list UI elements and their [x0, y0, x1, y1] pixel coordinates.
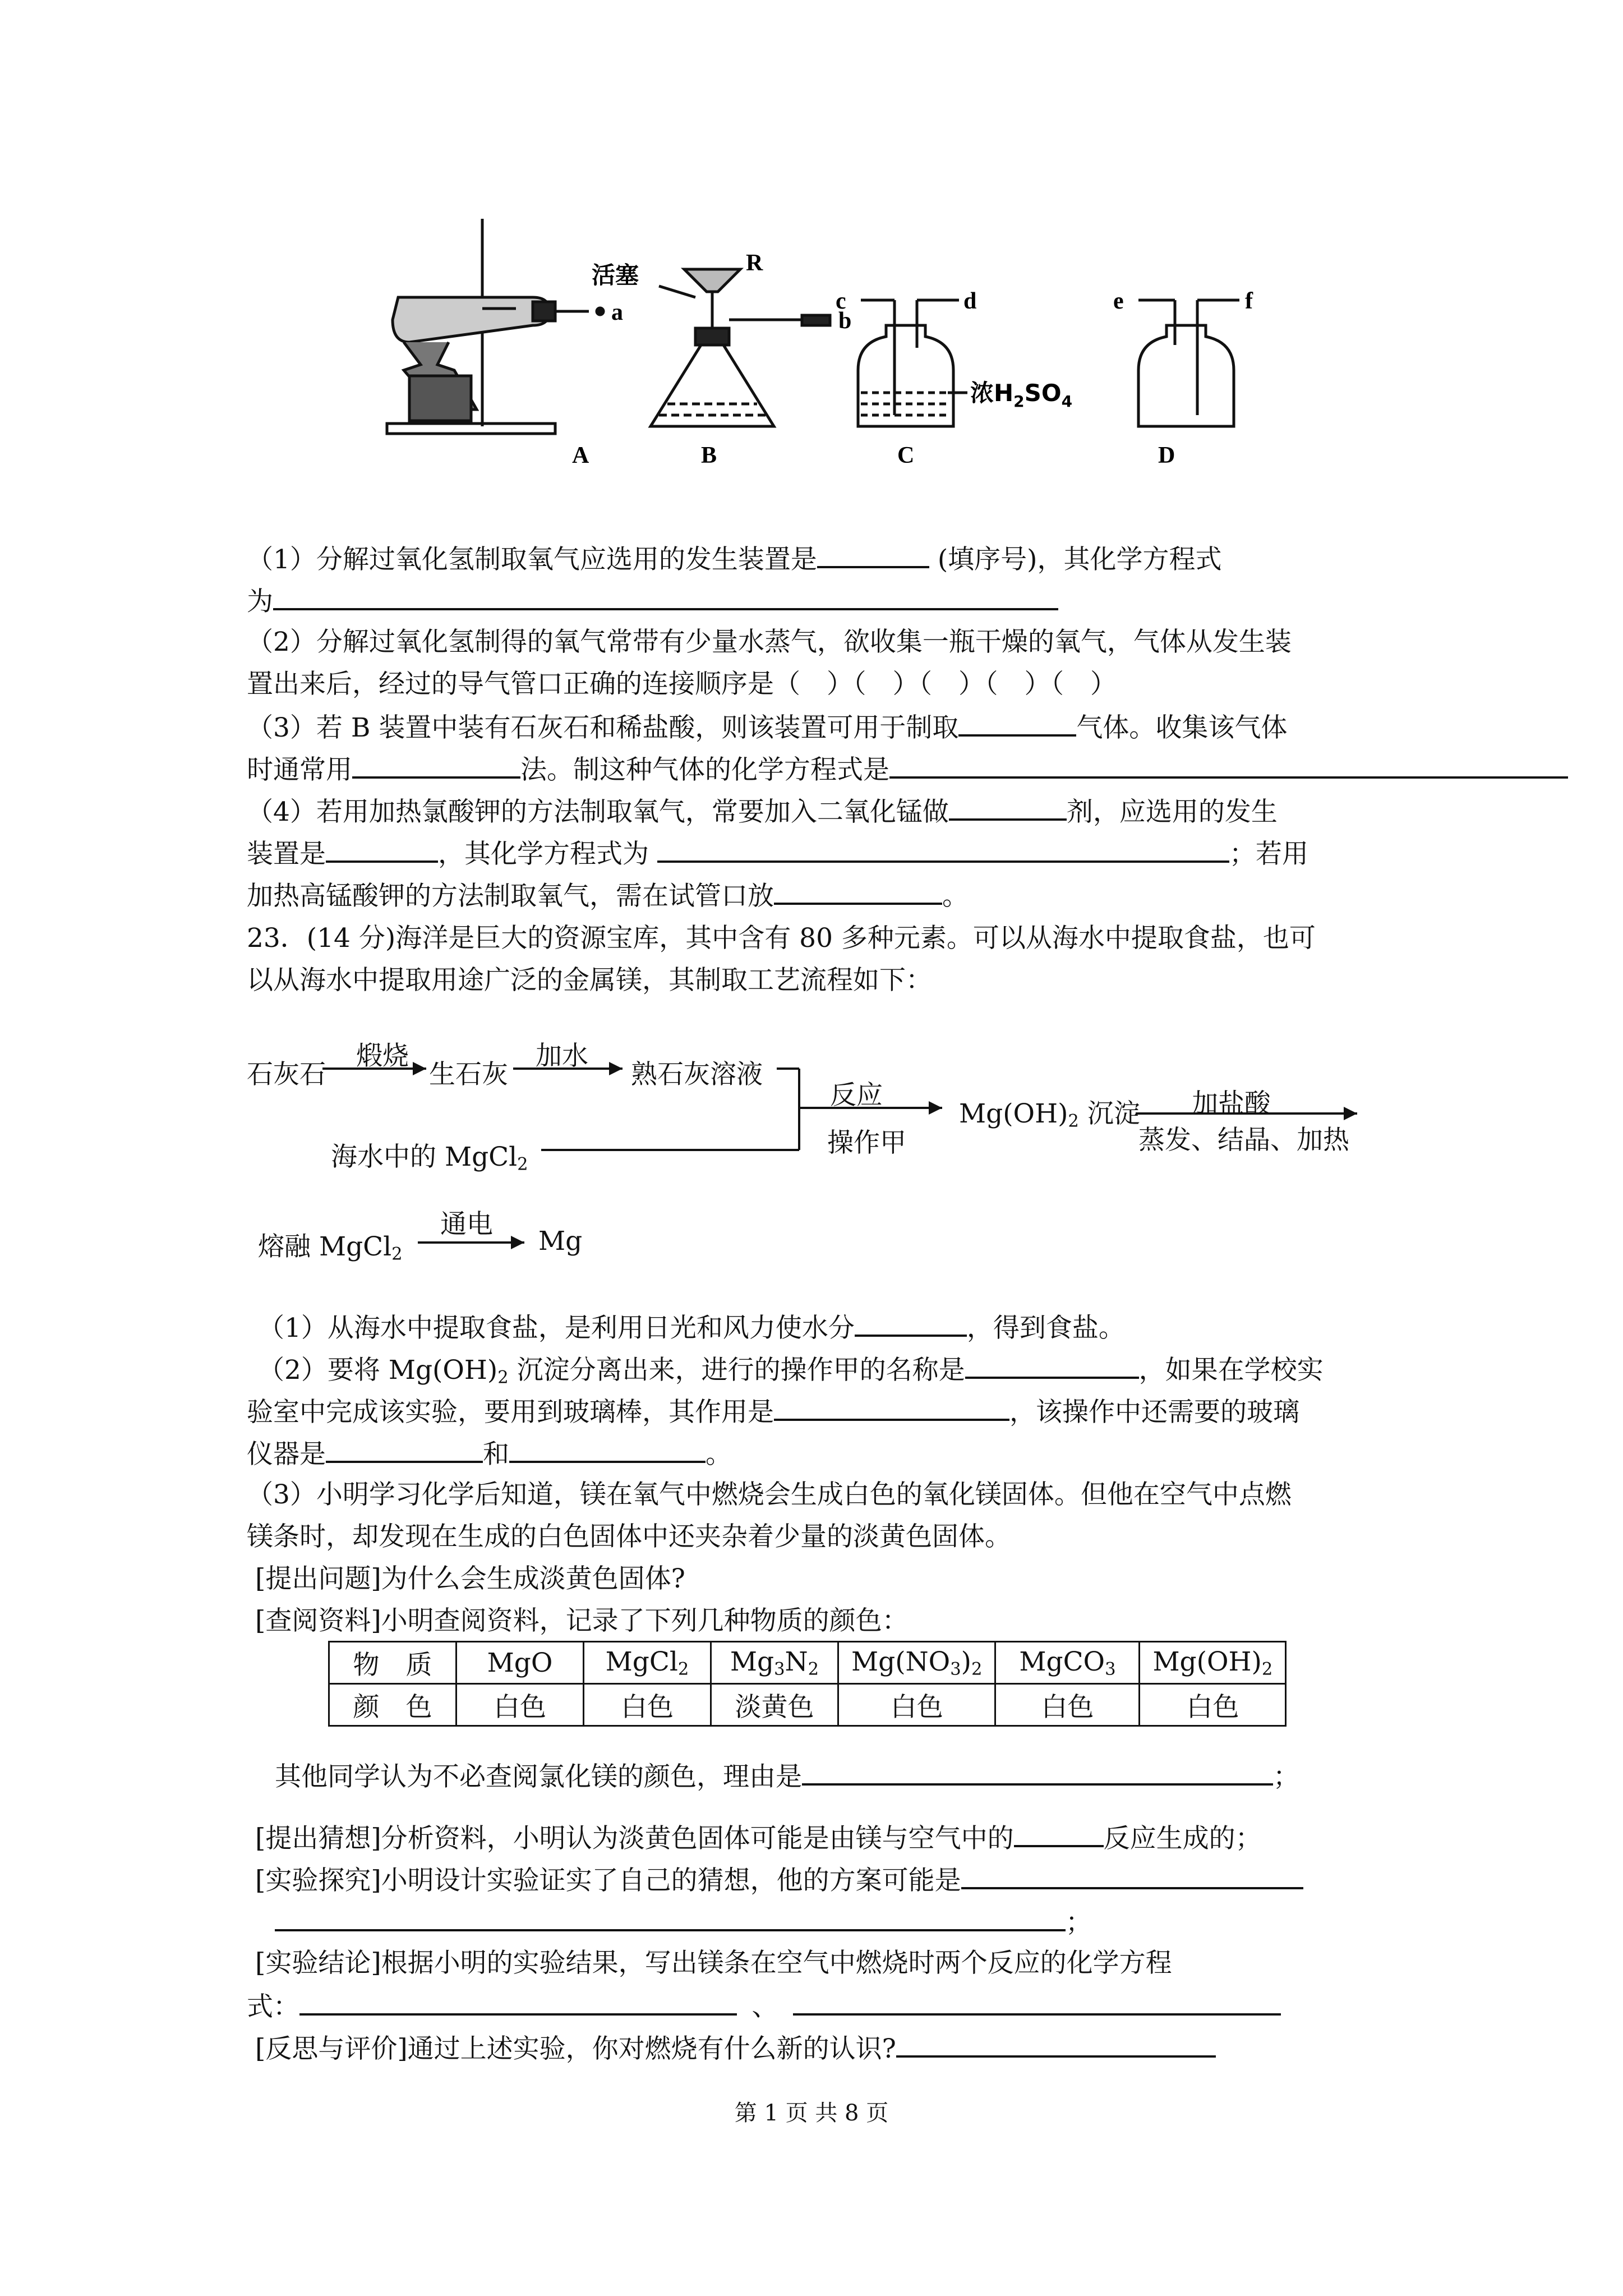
flow-mgoh: $Mg(OH)_2$ 沉淀: [959, 1098, 1140, 1131]
q23-2-blank-op[interactable]: [965, 1352, 1139, 1379]
table-cell: $Mg(NO_3)_2$: [838, 1642, 995, 1684]
table-cell: MgCO$_3$: [995, 1642, 1140, 1684]
table-cell: $Mg(OH)_2$: [1140, 1642, 1286, 1684]
flow-quicklime: 生石灰: [429, 1059, 508, 1090]
flow-add-water: 加水: [536, 1041, 588, 1071]
q23-intro-2: 以从海水中提取用途广泛的金属镁，其制取工艺流程如下：: [247, 965, 932, 996]
table-cell: 白色: [584, 1684, 711, 1726]
flow-evap: 蒸发、结晶、加热: [1138, 1125, 1349, 1156]
flow-electro: 通电: [440, 1209, 493, 1240]
page-footer: 第 1 页 共 8 页: [734, 2100, 889, 2126]
label-A: A: [572, 443, 589, 468]
q22-2-line1: （2）分解过氧化氢制得的氧气常带有少量水蒸气，欲收集一瓶干燥的氧气，气体从发生装: [247, 627, 1292, 657]
q23-3-line1: （3）小明学习化学后知道，镁在氧气中燃烧会生成白色的氧化镁固体。但他在空气中点燃: [247, 1479, 1292, 1510]
q23-2-line1: （2）要将 $Mg(OH)_2$ 沉淀分离出来，进行的操作甲的名称是 ，如果在学校实: [258, 1352, 1324, 1395]
q23-guess: [提出猜想]分析资料，小明认为淡黄色固体可能是由镁与空气中的 反应生成的；: [255, 1820, 1262, 1856]
flow-limewater: 熟石灰溶液: [631, 1059, 763, 1090]
q23-exp: [实验探究]小明设计实验证实了自己的猜想，他的方案可能是: [255, 1862, 1303, 1898]
q23-reflect-blank[interactable]: [896, 2031, 1216, 2058]
label-C: C: [897, 443, 915, 468]
flow-react: 反应: [830, 1080, 883, 1111]
apparatus-b: [651, 269, 830, 426]
acid-label: 浓$H_2SO_4$: [970, 379, 1073, 411]
q22-1-line1: （1）分解过氧化氢制取氧气应选用的发生装置是 (填序号)，其化学方程式: [247, 541, 1222, 577]
q23-concl-2: 式： 、: [247, 1989, 1281, 2024]
q23-2-line3: 仪器是 和 。: [247, 1436, 732, 1471]
q22-2-line2[interactable]: 置出来后，经过的导气管口正确的连接顺序是（ ）（ ）（ ）（ ）（ ）: [247, 669, 1117, 700]
q22-4-line1: （4）若用加热氯酸钾的方法制取氧气，常要加入二氧化锰做 剂，应选用的发生: [247, 794, 1278, 829]
q22-1-blank-device[interactable]: [817, 541, 929, 568]
flow-molten: 熔融 MgCl$_2$: [258, 1231, 403, 1264]
q23-1-blank[interactable]: [855, 1310, 967, 1337]
flow-seawater: 海水中的 MgCl$_2$: [331, 1142, 528, 1175]
q23-exp-cont: ；: [275, 1904, 1092, 1940]
q22-3-blank-method[interactable]: [352, 752, 520, 779]
funnel-label: R: [746, 250, 763, 276]
q23-2-blank-inst2[interactable]: [509, 1436, 706, 1463]
q23-reflect: [反思与评价]通过上述实验，你对燃烧有什么新的认识?: [255, 2031, 1216, 2066]
q22-4-blank-equation[interactable]: [657, 836, 1229, 863]
table-row: [329, 1684, 1286, 1726]
q22-4-line3: 加热高锰酸钾的方法制取氧气，需在试管口放 。: [247, 878, 969, 913]
q23-ask: [提出问题]为什么会生成淡黄色固体?: [255, 1563, 685, 1594]
table-cell: 淡黄色: [711, 1684, 838, 1726]
port-c: c: [836, 288, 846, 314]
port-a: a: [611, 300, 623, 325]
label-B: B: [701, 443, 717, 468]
q22-1-blank-equation[interactable]: [273, 583, 1058, 610]
table-cell: 白色: [838, 1684, 995, 1726]
q22-4-blank-agent[interactable]: [949, 794, 1067, 821]
q22-4-blank-device[interactable]: [326, 836, 438, 863]
table-cell: 白色: [995, 1684, 1140, 1726]
table-cell: 白色: [457, 1684, 584, 1726]
q22-3-blank-equation[interactable]: [889, 752, 1568, 779]
q22-1-line2: 为: [247, 583, 1058, 619]
port-b: b: [838, 308, 852, 334]
q23-lookup: [查阅资料]小明查阅资料，记录了下列几种物质的颜色：: [255, 1605, 909, 1636]
label-D: D: [1158, 443, 1175, 468]
q23-exp-blank2[interactable]: [275, 1904, 1066, 1931]
q23-3-line2: 镁条时，却发现在生成的白色固体中还夹杂着少量的淡黄色固体。: [247, 1521, 1011, 1552]
table-cell: $Mg_3N_2$: [711, 1642, 838, 1684]
table-row: [329, 1642, 1286, 1684]
apparatus-c: [858, 300, 967, 426]
q22-4-line2: 装置是 ，其化学方程式为 ；若用: [247, 836, 1308, 871]
q23-concl-blank1[interactable]: [299, 1989, 737, 2016]
flow-op: 操作甲: [827, 1128, 906, 1158]
table-cell: MgCl$_2$: [584, 1642, 711, 1684]
q22-4-blank-tube[interactable]: [774, 878, 942, 905]
q23-concl-blank2[interactable]: [793, 1989, 1281, 2016]
q23-concl: [实验结论]根据小明的实验结果，写出镁条在空气中燃烧时两个反应的化学方程: [255, 1948, 1172, 1978]
q23-2-line2: 验室中完成该实验，要用到玻璃棒，其作用是 ，该操作中还需要的玻璃: [247, 1394, 1299, 1429]
apparatus-a: [387, 219, 603, 434]
q23-exp-blank[interactable]: [961, 1862, 1303, 1889]
flow-add-hcl: 加盐酸: [1192, 1088, 1271, 1119]
port-e: e: [1113, 288, 1124, 314]
port-f: f: [1245, 288, 1253, 314]
port-d: d: [963, 288, 977, 314]
flow-calcine: 煅烧: [356, 1041, 409, 1071]
color-table: [328, 1641, 1287, 1727]
q22-3-line2: 时通常用 法。制这种气体的化学方程式是: [247, 752, 1568, 787]
table-header-color: 颜 色: [329, 1684, 457, 1726]
q22-3-line1: （3）若 B 装置中装有石灰石和稀盐酸，则该装置可用于制取 气体。收集该气体: [247, 710, 1287, 745]
table-cell: 白色: [1140, 1684, 1286, 1726]
q23-2-blank-rod[interactable]: [774, 1394, 1009, 1421]
flow-limestone: 石灰石: [247, 1059, 326, 1090]
flow-mg: Mg: [538, 1226, 583, 1257]
q23-other: 其他同学认为不必查阅氯化镁的颜色，理由是 ；: [275, 1759, 1299, 1794]
table-cell: MgO: [457, 1642, 584, 1684]
table-header-substance: 物 质: [329, 1642, 457, 1684]
q23-intro-1: 23．(14 分)海洋是巨大的资源宝库，其中含有 80 多种元素。可以从海水中提取食盐，也可: [247, 923, 1316, 954]
q23-guess-blank[interactable]: [1014, 1820, 1104, 1847]
q23-2-blank-inst1[interactable]: [326, 1436, 483, 1463]
q22-3-blank-gas[interactable]: [958, 710, 1076, 737]
apparatus-d: [1138, 300, 1239, 426]
q23-1: （1）从海水中提取食盐，是利用日光和风力使水分 ，得到食盐。: [258, 1310, 1125, 1345]
q23-other-blank[interactable]: [802, 1759, 1273, 1786]
apparatus-figure: [336, 208, 1290, 488]
valve-label: 活塞: [592, 261, 639, 289]
